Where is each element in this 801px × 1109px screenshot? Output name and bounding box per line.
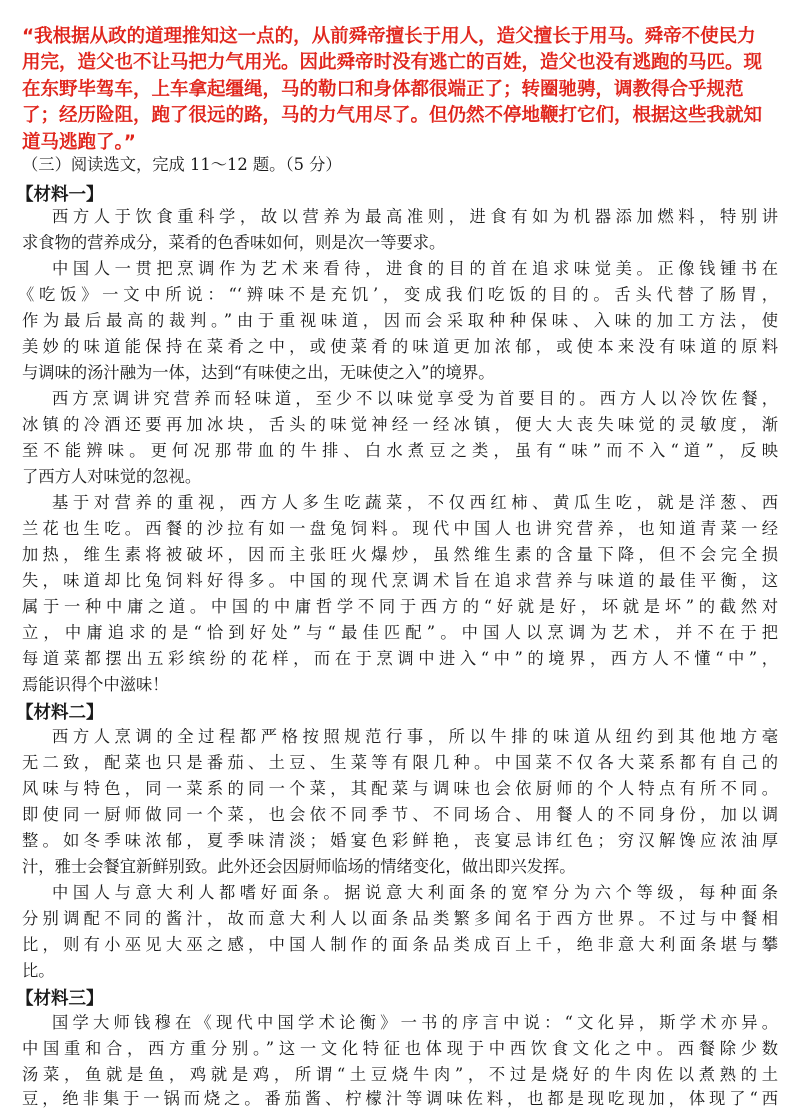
text-line: 西方人烹调的全过程都严格按照规范行事，所以牛排的味道从纽约到其他地方毫	[52, 727, 778, 746]
text-line: 《吃饭》一文中所说：“‘辨味不是充饥’，变成我们吃饭的目的。舌头代替了肠胃，	[18, 285, 778, 304]
material-two-heading: 【材料二】	[16, 703, 104, 723]
text-line: 失，味道却比兔饲料好得多。中国的现代烹调术旨在追求营养与味道的最佳平衡，这	[22, 571, 778, 590]
material-one-heading: 【材料一】	[16, 185, 104, 205]
text-line: 每道菜都摆出五彩缤纷的花样，而在于烹调中进入“中”的境界，西方人不懂“中”，	[22, 649, 778, 668]
text-line: 了西方人对味觉的忽视。	[22, 467, 202, 486]
text-line: 豆，绝非集于一锅而烧之。番茄酱、柠檬汁等调味佐料，也都是现吃现加，体现了“西	[22, 1089, 778, 1108]
text-line: 国学大师钱穆在《现代中国学术论衡》一书的序言中说：“文化异，斯学术亦异。	[52, 1013, 778, 1032]
text-line: 汁，雅士会餐宜新鲜别致。此外还会因厨师临场的情绪变化，做出即兴发挥。	[22, 857, 576, 876]
text-line: 求食物的营养成分，菜肴的色香味如何，则是次一等要求。	[22, 233, 446, 252]
text-line: 即使同一厨师做同一个菜，也会依不同季节、不同场合、用餐人的不同身份，加以调	[22, 805, 778, 824]
translation-passage: “我根据从政的道理推知这一点的，从前舜帝擅长于用人，造父擅长于用马。舜帝不使民力用完，造父也不让马把力气用光。因此舜帝时没有逃亡的百姓，造父也没有逃跑的马匹。现在东野毕驾车，上车拿起缰绳，马的勒口和身体都很端正了；转圈驰骋，调教得合乎规范了；经历险阻，跑了很远的路，马的力气用尽了。但仍然不停地鞭打它们，根据这些我就知道马逃跑了。”	[22, 26, 763, 153]
text-line: 作为最后最高的裁判。”由于重视味道，因而会采取种种保味、入味的加工方法，使	[22, 311, 778, 330]
material-three-heading: 【材料三】	[16, 989, 104, 1009]
text-line: 西方烹调讲究营养而轻味道，至少不以味觉享受为首要目的。西方人以冷饮佐餐，	[52, 389, 778, 408]
text-line: 中国重和合，西方重分别。”这一文化特征也体现于中西饮食文化之中。西餐除少数	[22, 1039, 778, 1058]
text-line: 立，中庸追求的是“恰到好处”与“最佳匹配”。中国人以烹调为艺术，并不在于把	[22, 623, 778, 642]
text-line: 风味与特色，同一菜系的同一个菜，其配菜与调味也会依厨师的个人特点有所不同。	[22, 779, 778, 798]
text-line: 比，则有小巫见大巫之感，中国人制作的面条品类成百上千，绝非意大利面条堪与攀	[22, 935, 778, 954]
text-line: 西方人于饮食重科学，故以营养为最高准则，进食有如为机器添加燃料，特别讲	[52, 207, 778, 226]
text-line: 与调味的汤汁融为一体，达到“有味使之出，无味使之入”的境界。	[22, 363, 495, 382]
text-line: 冰镇的冷酒还要再加冰块，舌头的味觉神经一经冰镇，便大大丧失味觉的灵敏度，渐	[22, 415, 778, 434]
text-line: 中国人一贯把烹调作为艺术来看待，进食的目的首在追求味觉美。正像钱锺书在	[52, 259, 778, 278]
text-line: 基于对营养的重视，西方人多生吃蔬菜，不仅西红柿、黄瓜生吃，就是洋葱、西	[52, 493, 778, 512]
text-line: 加热，维生素将被破坏，因而主张旺火爆炒，虽然维生素的含量下降，但不会完全损	[22, 545, 778, 564]
text-line: 无二致，配菜也只是番茄、土豆、生菜等有限几种。中国菜不仅各大菜系都有自己的	[22, 753, 778, 772]
text-line: 汤菜，鱼就是鱼，鸡就是鸡，所谓“土豆烧牛肉”，不过是烧好的牛肉佐以煮熟的土	[22, 1065, 778, 1084]
text-line: 兰花也生吃。西餐的沙拉有如一盘兔饲料。现代中国人也讲究营养，也知道青菜一经	[22, 519, 778, 538]
text-line: 比。	[22, 961, 55, 980]
question-instruction: （三）阅读选文，完成 11～12 题。（5 分）	[22, 155, 342, 174]
text-line: 分别调配不同的酱汁，故而意大利人以面条品类繁多闻名于西方世界。不过与中餐相	[22, 909, 778, 928]
text-line: 整。如冬季味浓郁，夏季味清淡；婚宴色彩鲜艳，丧宴忌讳红色；穷汉解馋应浓油厚	[22, 831, 778, 850]
text-line: 属于一种中庸之道。中国的中庸哲学不同于西方的“好就是好，坏就是坏”的截然对	[22, 597, 778, 616]
text-line: 至不能辨味。更何况那带血的牛排、白水煮豆之类，虽有“味”而不入“道”，反映	[22, 441, 778, 460]
text-line: 美妙的味道能保持在菜肴之中，或使菜肴的味道更加浓郁，或使本来没有味道的原料	[22, 337, 778, 356]
text-line: 焉能识得个中滋味！	[22, 675, 169, 694]
text-line: 中国人与意大利人都嗜好面条。据说意大利面条的宽窄分为六个等级，每种面条	[52, 883, 778, 902]
